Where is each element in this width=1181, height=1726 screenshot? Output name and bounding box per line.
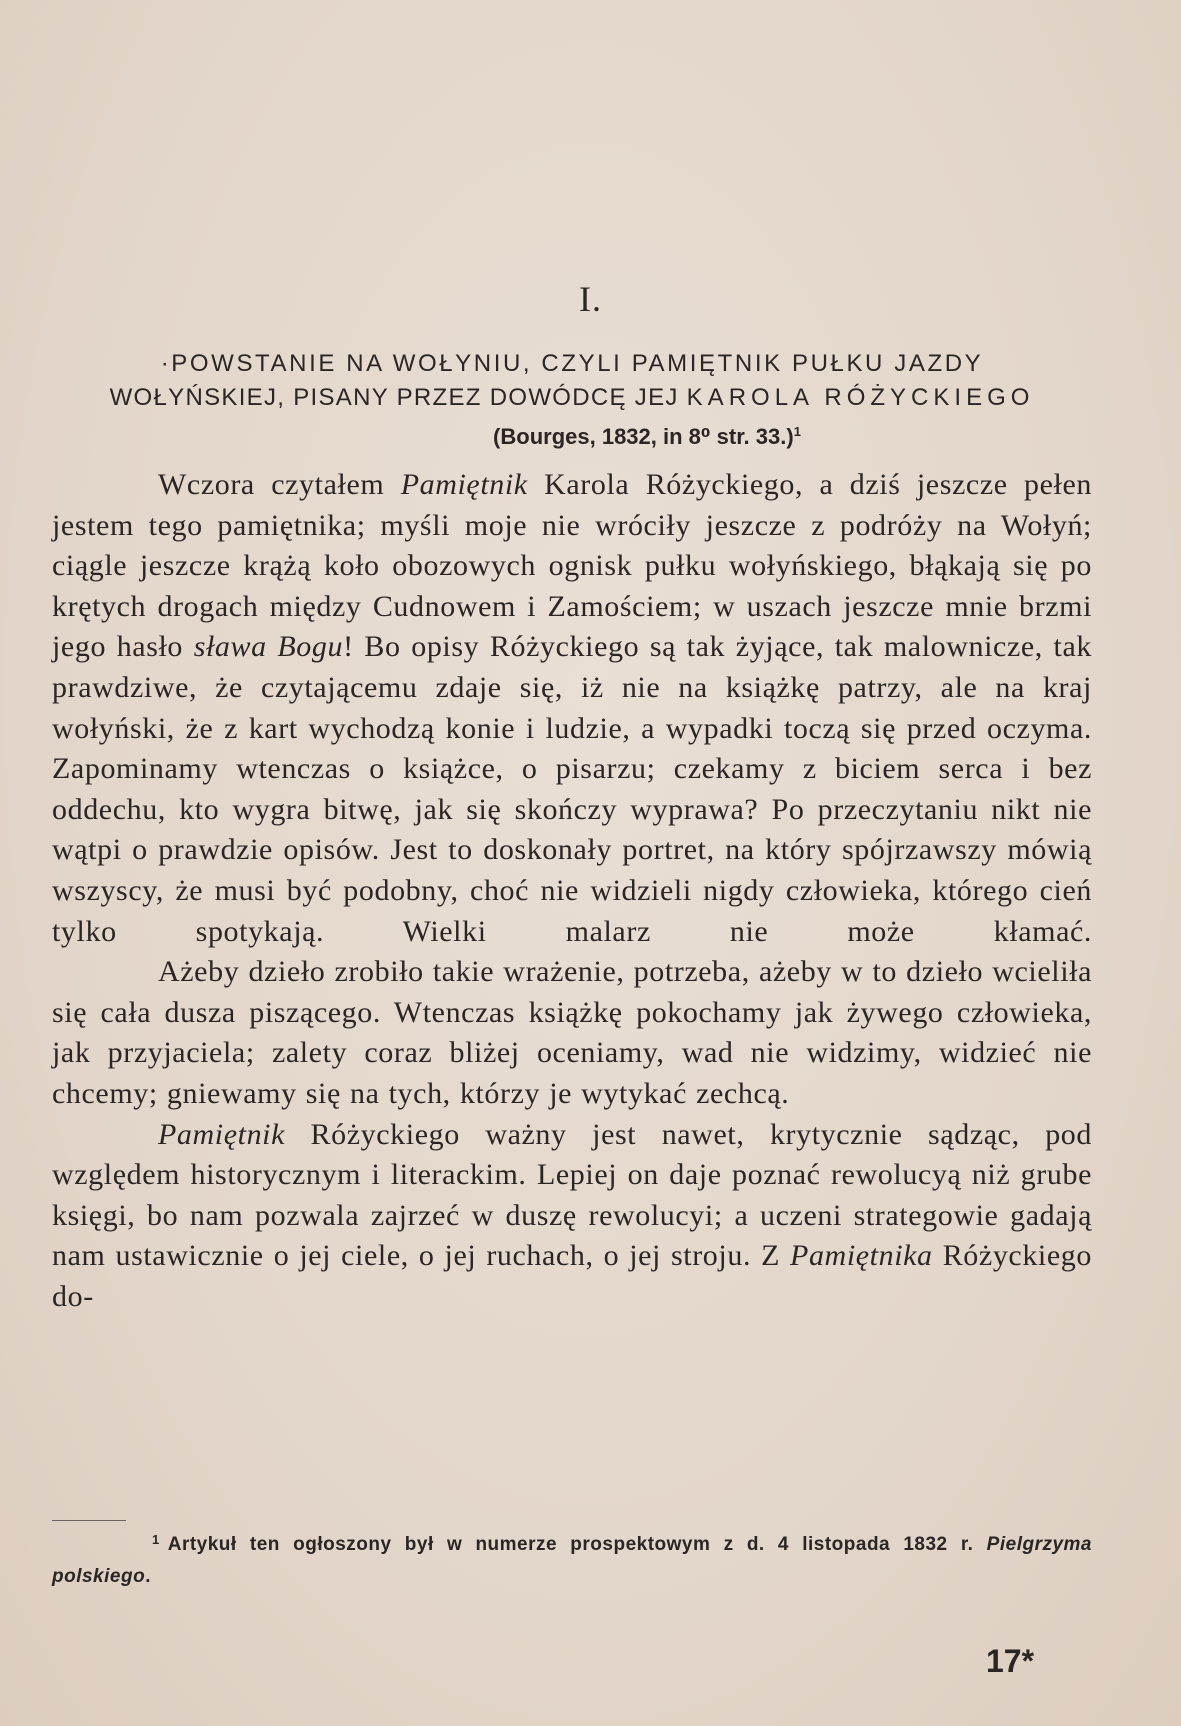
paragraph-3 [52, 1115, 1092, 1318]
title-line-1: ·POWSTANIE NA WOŁYNIU, CZYLI PAMIĘTNIK PUŁKU JAZDY [160, 350, 984, 377]
p3-title-pamietnika: Pamiętnika [790, 1239, 933, 1273]
p1-slogan: sława Bogu [193, 630, 344, 664]
footnote-text-1: Artykuł ten ogłoszony był w numerze prospektowym z d. 4 listopada 1832 r. [167, 1534, 987, 1555]
footnote-periodical-title: Pielgrzyma polskiego [52, 1534, 1092, 1587]
footnote-mark: 1 [152, 1532, 160, 1547]
footnote [52, 1524, 1092, 1593]
paragraph-2: Ażeby dzieło zrobiło takie wrażenie, potrzeba, ażeby w to dzieło wcieliła się cała dusza piszącego. Wtenczas książkę pokochamy jak żywego człowieka, jak przyjaciela; zalety coraz bliżej oceniamy, wad nie widzimy, widzieć nie chcemy; gniewamy się na tych, którzy je wytykać zechcą. [52, 955, 1092, 1110]
paragraph-1 [52, 465, 1092, 952]
chapter-number: I. [579, 279, 602, 319]
p1-text-3: ! Bo opisy Różyckiego są tak żyjące, tak malownicze, tak prawdziwe, że czytającemu zdaje się, iż nie na książkę patrzy, ale na kraj wołyński, że z kart wychodzą konie i ludzie, a wypadki toczą się przed oczyma. Zapominamy wtenczas o książce, o pisarzu; czekamy z biciem serca i bez oddechu, kto wygra bitwę, jak się skończy wyprawa? Po przeczytaniu nikt nie wątpi o prawdzie opisów. Jest to doskonały portret, na który spójrzawszy mówią wszyscy, że musi być podobny, choć nie widzieli nigdy człowieka, którego cień tylko spotykają. Wielki malarz nie może kłamać. [52, 630, 1092, 948]
p1-text-1: Wczora czytałem [158, 468, 401, 501]
footnote-reference: 1 [793, 424, 801, 439]
title-author-name: KAROLA RÓŻYCKIEGO [686, 384, 1035, 411]
chapter-title [52, 347, 1092, 454]
footnote-divider [52, 1520, 126, 1521]
p1-title-pamietnik: Pamiętnik [400, 468, 528, 501]
body-text [52, 465, 1092, 1317]
p3-title-pamietnik: Pamiętnik [158, 1117, 286, 1151]
title-line-2 [52, 381, 1092, 415]
page-number: 17* [986, 1643, 1035, 1679]
publication-details: (Bourges, 1832, in 8⁰ str. 33.) [493, 424, 794, 449]
p3-text-2: Różyckiego do- [52, 1239, 1092, 1313]
p3-text-1: Różyckiego ważny jest nawet, krytycznie sądząc, pod względem historycznym i literackim. Lepiej on daje poznać rewolucyą niż grube księgi, bo nam pozwala zajrzeć w duszę rewolucyi; a uczeni strategowie gadają nam ustawicznie o jej ciele, o jej ruchach, o jej stroju. Z [52, 1117, 1092, 1273]
footnote-text-2: . [145, 1566, 151, 1587]
title-line-2-start: WOŁYŃSKIEJ, PISANY PRZEZ DOWÓDCĘ JEJ [109, 384, 687, 411]
title-publication-info [52, 415, 1092, 454]
p1-text-2: Karola Różyckiego, a dziś jeszcze pełen jestem tego pamiętnika; myśli moje nie wróciły jeszcze z podróży na Wołyń; ciągle jeszcze krążą koło obozowych ognisk pułku wołyńskiego, błąkają się po krętych drogach między Cudnowem i Zamościem; w uszach jeszcze mnie brzmi jego hasło [52, 468, 1092, 664]
